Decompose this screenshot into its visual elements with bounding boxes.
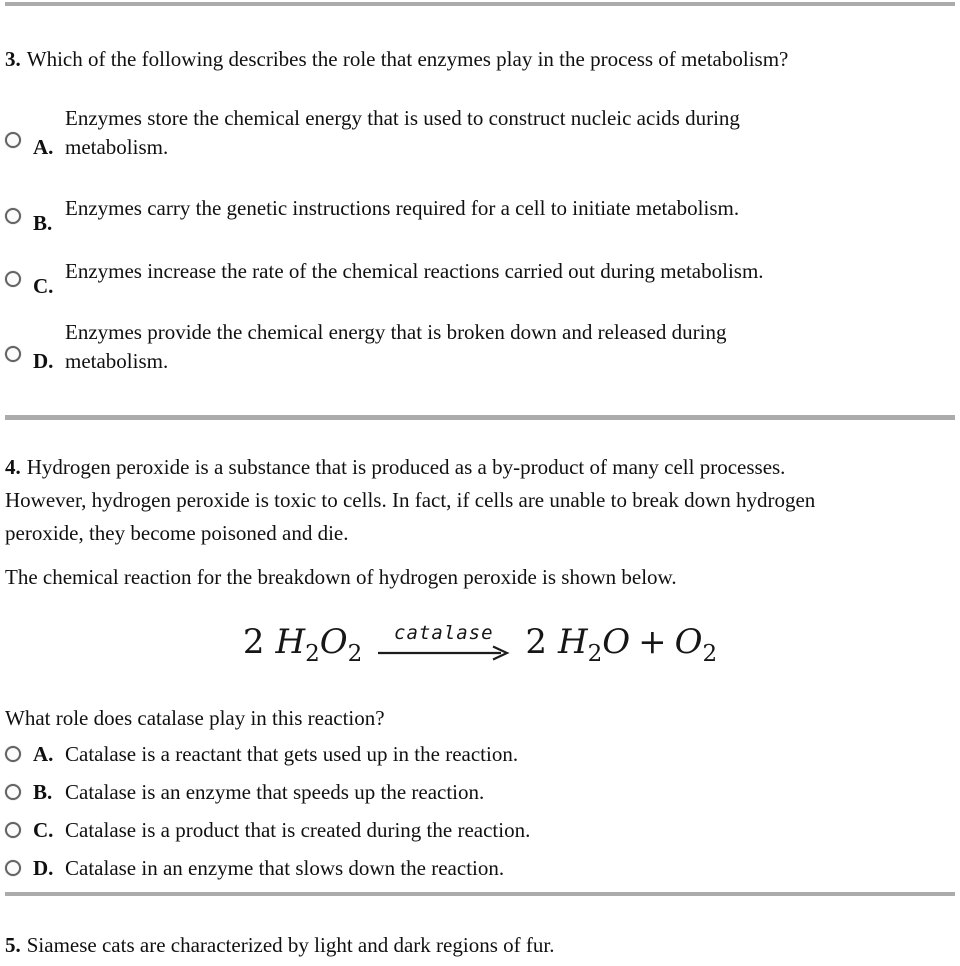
option-letter-4b: B. [33, 779, 53, 804]
option-radio-4c[interactable] [5, 822, 21, 838]
page [0, 2, 960, 960]
question-4-number: 4. [5, 455, 21, 479]
option-text-line2: metabolism. [65, 349, 169, 373]
reaction-arrow-icon [377, 645, 510, 661]
equation-rhs: 2 $H_2O + O_2$ [525, 622, 718, 667]
option-letter-3d: D. [33, 349, 54, 373]
top-divider [5, 2, 955, 6]
option-text-4d: Catalase in an enzyme that slows down the reaction. [65, 855, 505, 880]
question-3-options [5, 104, 955, 376]
option-text-4a: Catalase is a reactant that gets used up in the reaction. [65, 741, 519, 766]
option-letter-4c: C. [33, 817, 54, 842]
option-row-3c [5, 257, 955, 301]
question-4-prompt: What role does catalase play in this reaction? [5, 705, 385, 730]
option-text-line2 [65, 286, 955, 301]
equation-arrow-group [377, 622, 510, 676]
equation-lhs: 2 $H_2O_2$ [242, 622, 363, 667]
question-3-number: 3. [5, 47, 21, 71]
option-text-line1: Enzymes increase the rate of the chemical reactions carried out during metabolism. [65, 259, 764, 283]
option-text-line1: Enzymes store the chemical energy that is used to construct nucleic acids during [65, 106, 740, 130]
reaction-equation [5, 620, 955, 676]
option-radio-4b[interactable] [5, 784, 21, 800]
divider-q4-q5 [5, 892, 955, 896]
option-radio-3b[interactable] [5, 208, 21, 224]
option-row-4a [5, 740, 955, 769]
catalase-label: catalase [394, 621, 494, 644]
question-4-options [5, 740, 955, 883]
option-text-line2: metabolism. [65, 135, 169, 159]
reaction-intro: The chemical reaction for the breakdown of hydrogen peroxide is shown below. [5, 565, 677, 589]
option-radio-4a[interactable] [5, 746, 21, 762]
option-row-4b [5, 778, 955, 807]
question-4-intro-line1: Hydrogen peroxide is a substance that is produced as a by-product of many cell processes. [26, 455, 786, 479]
option-radio-3d[interactable] [5, 346, 21, 362]
option-letter-3c: C. [33, 274, 54, 298]
option-text-line2 [65, 223, 955, 238]
question-4-intro-line3: peroxide, they become poisoned and die. [5, 521, 349, 545]
question-4-intro [5, 451, 955, 550]
option-radio-3c[interactable] [5, 271, 21, 287]
option-radio-3a[interactable] [5, 132, 21, 148]
question-4-intro-line2: However, hydrogen peroxide is toxic to cells. In fact, if cells are unable to break down hydrogen [5, 488, 816, 512]
option-radio-4d[interactable] [5, 860, 21, 876]
option-letter-3a: A. [33, 135, 54, 159]
divider-q3-q4 [5, 415, 955, 420]
option-row-3b [5, 194, 955, 238]
option-letter-4d: D. [33, 855, 54, 880]
option-text-3a [65, 104, 955, 162]
option-text-4c: Catalase is a product that is created during the reaction. [65, 817, 531, 842]
option-row-4c [5, 816, 955, 845]
option-row-3a [5, 104, 955, 162]
option-row-4d [5, 854, 955, 883]
option-text-line1: Enzymes carry the genetic instructions required for a cell to initiate metabolism. [65, 196, 740, 220]
option-text-3b [65, 194, 955, 238]
question-5-number: 5. [5, 932, 21, 957]
option-text-4b: Catalase is an enzyme that speeds up the reaction. [65, 779, 485, 804]
question-5 [5, 931, 955, 960]
option-row-3d [5, 318, 955, 376]
option-letter-3b: B. [33, 211, 53, 235]
question-3 [5, 45, 955, 74]
option-text-3d [65, 318, 955, 376]
question-3-text: Which of the following describes the role that enzymes play in the process of metabolism? [26, 47, 789, 71]
option-text-3c [65, 257, 955, 301]
option-text-line1: Enzymes provide the chemical energy that is broken down and released during [65, 320, 727, 344]
option-letter-4a: A. [33, 741, 54, 766]
question-5-text: Siamese cats are characterized by light and dark regions of fur. [26, 932, 555, 957]
